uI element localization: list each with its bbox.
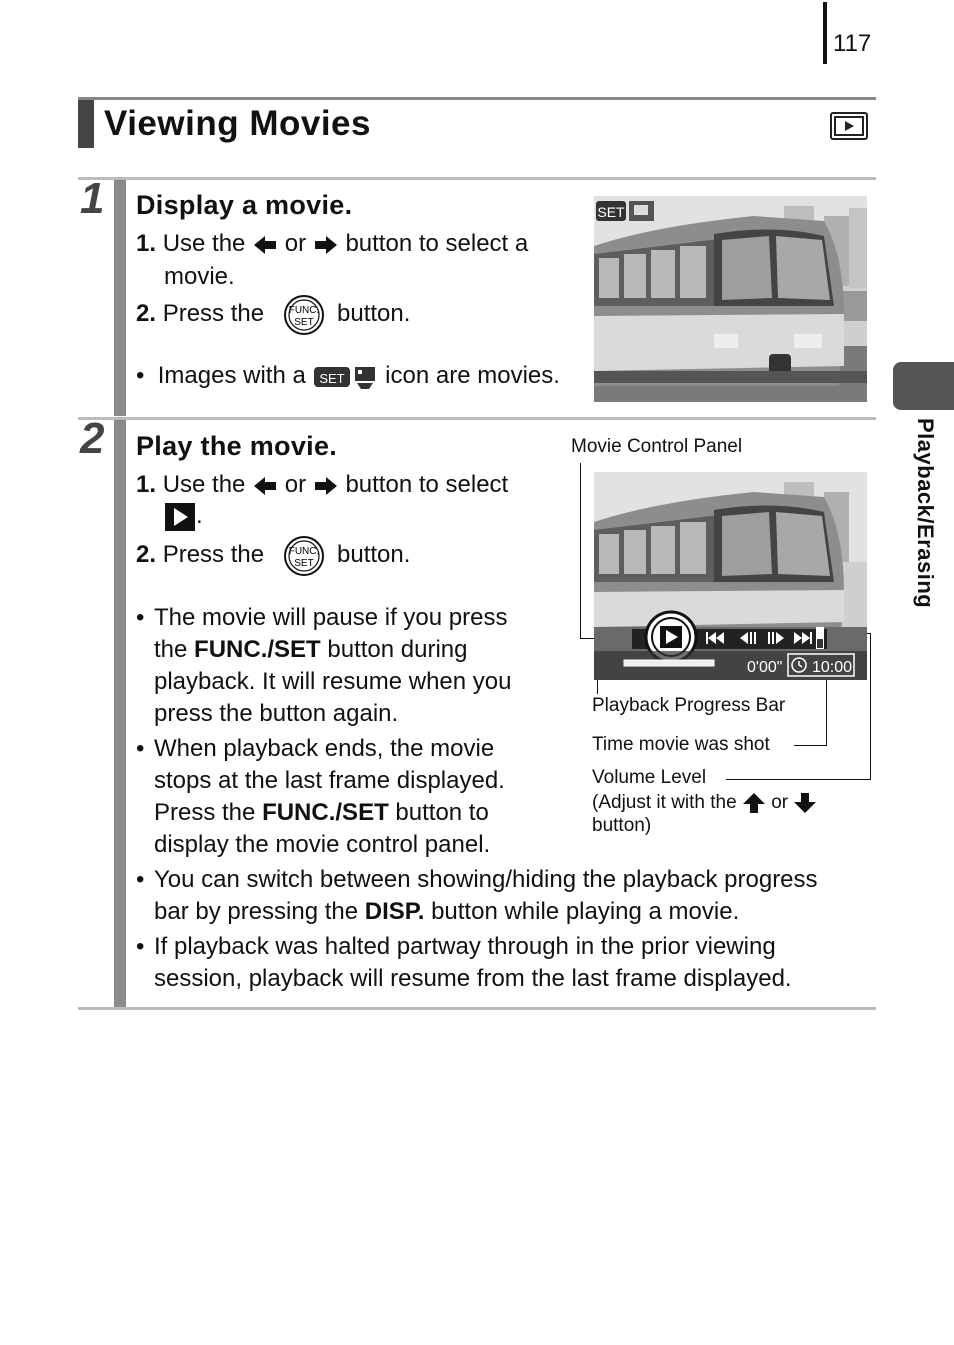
step2-item1-post: button to select <box>345 471 509 498</box>
callout-line <box>870 633 871 779</box>
step2-item1-cont-line <box>164 500 203 532</box>
callout-line <box>826 680 827 745</box>
step2-item2-pre: Press the <box>162 541 265 568</box>
progress-bar-label: Playback Progress Bar <box>592 695 786 716</box>
step1-number: 1 <box>80 174 105 223</box>
step1-item1-post: button to select a <box>345 230 529 257</box>
left-arrow-icon <box>252 234 278 256</box>
bullet2-line3: Press the FUNC./SET button to <box>154 799 489 826</box>
step2-number: 2 <box>80 414 105 463</box>
step1-item1-or: or <box>284 230 307 257</box>
step2-bullet1 <box>154 602 554 730</box>
movie-control-panel-label: Movie Control Panel <box>571 436 743 457</box>
step1-top-rule <box>78 177 876 180</box>
bullet4-line1: If playback was halted partway through in the prior viewing <box>154 933 776 960</box>
bullet3-line1: You can switch between showing/hiding the playback progress <box>154 866 818 893</box>
step1-bullet: • Images with a SET icon are movies. <box>136 362 560 389</box>
step2-item1-or: or <box>284 471 307 498</box>
step1-bullet-pre: Images with a <box>157 362 306 389</box>
step2-item1 <box>136 469 508 501</box>
func-set-button-icon <box>283 294 325 336</box>
set-label: SET <box>294 317 314 328</box>
set-movie-icon <box>313 364 379 390</box>
step1-item2-pre: Press the <box>162 300 265 327</box>
volume-level-label: Volume Level <box>592 767 707 788</box>
step1-item2 <box>136 298 264 330</box>
step2-top-rule <box>78 417 876 420</box>
svg-text:SET: SET <box>294 558 314 569</box>
bullet1-line4: press the button again. <box>154 700 399 727</box>
title-marker <box>78 100 94 148</box>
page-title: Viewing Movies <box>104 104 371 143</box>
down-arrow-icon <box>793 792 817 814</box>
page-number-rule <box>823 2 827 64</box>
playback-mode-icon <box>830 112 868 140</box>
callout-line <box>794 745 827 746</box>
func-set-button-icon <box>283 535 325 577</box>
title-rule <box>78 97 876 100</box>
step2-bar <box>114 420 126 1007</box>
step2-item1-pre: Use the <box>162 471 246 498</box>
up-arrow-icon <box>742 792 766 814</box>
bullet-dot: • <box>136 933 145 960</box>
left-arrow-icon <box>252 475 278 497</box>
bullet2-line4: display the movie control panel. <box>154 831 491 858</box>
step2-bullet2 <box>154 733 554 861</box>
bullet1-line1: The movie will pause if you press <box>154 604 508 631</box>
volume-adjust-line: (Adjust it with the or <box>592 791 817 814</box>
movie-playback-screen <box>594 472 867 680</box>
step1-bullet-post: icon are movies. <box>385 362 560 389</box>
monorail-photo <box>594 196 867 402</box>
bullet4-line2: session, playback will resume from the last frame displayed. <box>154 965 792 992</box>
step1-item1-cont: movie. <box>164 263 235 290</box>
bullet1-line3: playback. It will resume when you <box>154 668 512 695</box>
step2-bullet3 <box>154 864 874 928</box>
step1-item2-post: button. <box>337 300 411 327</box>
step2-heading: Play the movie. <box>136 431 338 461</box>
func-label: FUNC. <box>288 305 320 316</box>
step1-heading: Display a movie. <box>136 190 353 220</box>
bullet-dot: • <box>136 866 145 893</box>
clock-time: 10:00 <box>812 659 853 676</box>
step1-bar <box>114 180 126 416</box>
step2-item2 <box>136 539 264 571</box>
set-badge: SET <box>597 204 625 220</box>
step2-item1-cont: . <box>196 502 203 529</box>
svg-text:FUNC.: FUNC. <box>288 546 320 557</box>
bullet2-line1: When playback ends, the movie <box>154 735 495 762</box>
bullet3-line2: bar by pressing the DISP. button while playing a movie. <box>154 898 740 925</box>
svg-text:SET: SET <box>318 370 345 386</box>
step1-item1-num: 1. <box>136 230 157 257</box>
callout-line <box>726 779 871 780</box>
play-icon <box>164 502 196 532</box>
step2-item2-num: 2. <box>136 541 157 568</box>
volume-adjust-end: button) <box>592 815 652 836</box>
right-arrow-icon <box>313 475 339 497</box>
step1-item1 <box>136 228 528 260</box>
section-bottom-rule <box>78 1007 876 1010</box>
bullet-dot: • <box>136 604 145 631</box>
step1-item2-num: 2. <box>136 300 157 327</box>
bullet1-line2: the FUNC./SET button during <box>154 636 468 663</box>
bullet-dot: • <box>136 735 145 762</box>
callout-line <box>580 463 581 639</box>
step1-item1-pre: Use the <box>162 230 246 257</box>
side-tab-label: Playback/Erasing <box>913 418 938 609</box>
page-number: 117 <box>833 30 872 57</box>
step2-item2-post: button. <box>337 541 411 568</box>
elapsed-time: 0'00" <box>747 659 783 676</box>
side-tab <box>893 362 954 410</box>
step2-item1-num: 1. <box>136 471 157 498</box>
bullet2-line2: stops at the last frame displayed. <box>154 767 505 794</box>
step2-bullet4 <box>154 931 874 995</box>
time-shot-label: Time movie was shot <box>592 734 770 755</box>
right-arrow-icon <box>313 234 339 256</box>
